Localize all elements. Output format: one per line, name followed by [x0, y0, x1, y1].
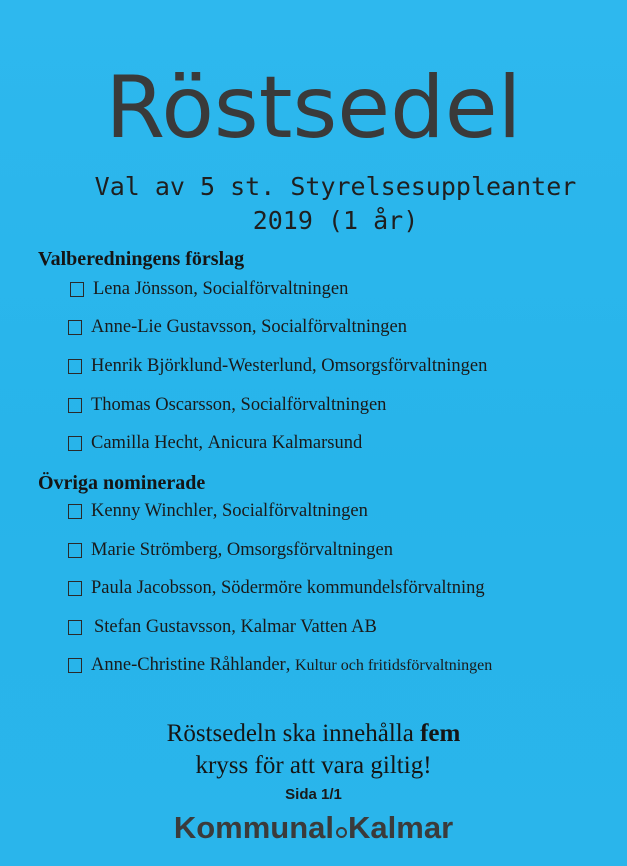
section-heading-nominated: Valberedningens förslag: [38, 248, 245, 270]
emphasis-count: fem: [420, 720, 461, 747]
ballot-title: Röstsedel: [105, 58, 522, 158]
section-heading-other: Övriga nominerade: [38, 472, 206, 494]
candidate-name: Anne-Lie Gustavsson: [91, 317, 252, 337]
validity-instruction-line2: kryss för att vara giltig!: [195, 752, 432, 779]
candidate-name: Thomas Oscarsson: [91, 395, 232, 415]
vote-checkbox[interactable]: [68, 543, 82, 558]
vote-checkbox[interactable]: [68, 620, 82, 635]
candidate-row[interactable]: Marie Strömberg , Omsorgsförvaltningen: [68, 540, 393, 561]
vote-checkbox[interactable]: [68, 436, 82, 451]
candidate-row[interactable]: Stefan Gustavsson , Kalmar Vatten AB: [68, 617, 377, 638]
vote-checkbox[interactable]: [68, 320, 82, 335]
logo-dot-icon: [336, 827, 347, 838]
vote-checkbox[interactable]: [68, 581, 82, 596]
candidate-row[interactable]: Henrik Björklund-Westerlund , Omsorgsförvaltningen: [68, 356, 487, 377]
vote-checkbox[interactable]: [68, 398, 82, 413]
candidate-affiliation: Södermöre kommundelsförvaltning: [221, 578, 485, 598]
page-number: Sida 1/1: [285, 786, 342, 803]
vote-checkbox[interactable]: [68, 504, 82, 519]
kommunal-kalmar-logo: Kommunal Kalmar: [173, 810, 454, 845]
candidate-name: Marie Strömberg: [91, 540, 218, 560]
candidate-name: Anne-Christine Råhlander: [91, 655, 286, 675]
candidate-row[interactable]: Anne-Lie Gustavsson , Socialförvaltningen: [68, 317, 407, 338]
candidate-affiliation: Socialförvaltningen: [240, 395, 387, 415]
candidate-affiliation: Anicura Kalmarsund: [207, 433, 363, 453]
candidate-row[interactable]: Lena Jönsson , Socialförvaltningen: [70, 279, 348, 300]
election-year: 2019 (1 år): [252, 206, 419, 235]
candidate-affiliation: Socialförvaltningen: [202, 279, 349, 299]
candidate-name: Lena Jönsson: [93, 279, 194, 299]
candidate-name: Stefan Gustavsson: [94, 617, 232, 637]
candidate-row[interactable]: Kenny Winchler , Socialförvaltningen: [68, 501, 368, 522]
vote-checkbox[interactable]: [70, 282, 84, 297]
validity-instruction: Röstsedeln ska innehålla fem: [166, 720, 461, 747]
candidate-name: Paula Jacobsson: [91, 578, 212, 598]
candidate-affiliation: Socialförvaltningen: [261, 317, 407, 337]
candidate-affiliation: Omsorgsförvaltningen: [321, 356, 488, 376]
vote-checkbox[interactable]: [68, 658, 82, 673]
candidate-row[interactable]: Paula Jacobsson , Södermöre kommundelsförvaltning: [68, 578, 485, 599]
candidate-affiliation: Omsorgsförvaltningen: [226, 540, 393, 560]
candidate-name: Kenny Winchler: [91, 501, 213, 521]
candidate-affiliation: Socialförvaltningen: [221, 501, 368, 521]
candidate-row[interactable]: Anne-Christine Råhlander , Kultur och fritidsförvaltningen: [68, 655, 492, 676]
candidate-row[interactable]: Camilla Hecht , Anicura Kalmarsund: [68, 433, 362, 454]
candidate-name: Henrik Björklund-Westerlund: [91, 356, 312, 376]
candidate-name: Camilla Hecht: [91, 433, 199, 453]
election-description: Val av 5 st. Styrelsesuppleanter: [94, 172, 577, 201]
candidate-affiliation: Kalmar Vatten AB: [240, 617, 377, 637]
vote-checkbox[interactable]: [68, 359, 82, 374]
candidate-affiliation: Kultur och fritidsförvaltningen: [294, 656, 493, 674]
candidate-row[interactable]: Thomas Oscarsson , Socialförvaltningen: [68, 395, 386, 416]
